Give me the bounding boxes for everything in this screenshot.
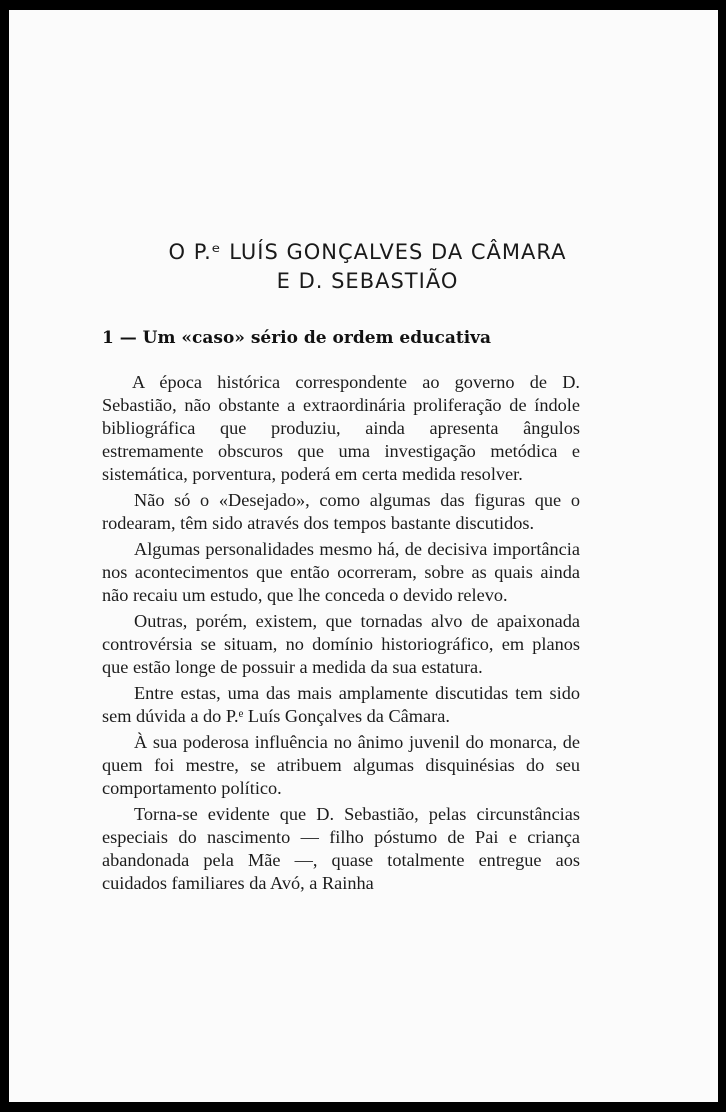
page-title bbox=[9, 238, 718, 296]
body-text bbox=[102, 371, 580, 898]
section-heading: 1 — Um «caso» sério de ordem educativa bbox=[102, 328, 492, 348]
paragraph: Torna-se evidente que D. Sebastião, pelas circunstâncias especiais do nascimento — filho póstumo de Pai e criança abandonada pela Mãe —, quase totalmente entregue aos cuidados familiares da Avó, a Rainha bbox=[102, 804, 580, 893]
document-page bbox=[9, 10, 718, 1102]
paragraph: Outras, porém, existem, que tornadas alvo de apaixonada controvérsia se situam, no domínio historiográfico, em planos que estão longe de possuir a medida da sua estatura. bbox=[102, 611, 580, 677]
paragraph: Não só o «Desejado», como algumas das figuras que o rodearam, têm sido através dos tempos bastante discutidos. bbox=[102, 490, 580, 533]
paragraph: Entre estas, uma das mais amplamente discutidas tem sido sem dúvida a do P.ᵉ Luís Gonçalves da Câmara. bbox=[102, 683, 580, 726]
title-line-2: E D. SEBASTIÃO bbox=[276, 269, 459, 293]
paragraph: À sua poderosa influência no ânimo juvenil do monarca, de quem foi mestre, se atribuem algumas disquinésias do seu comportamento político. bbox=[102, 732, 580, 798]
paragraph: A época histórica correspondente ao governo de D. Sebastião, não obstante a extraordinária proliferação de índole bibliográfica que produziu, ainda apresenta ângulos estremamente obscuros que uma investigação metódica e sistemática, porventura, poderá em certa medida resolver. bbox=[102, 372, 580, 484]
paragraph: Algumas personalidades mesmo há, de decisiva importância nos acontecimentos que então ocorreram, sobre as quais ainda não recaiu um estudo, que lhe conceda o devido relevo. bbox=[102, 539, 580, 605]
title-line-1: O P.ᵉ LUÍS GONÇALVES DA CÂMARA bbox=[168, 240, 567, 264]
